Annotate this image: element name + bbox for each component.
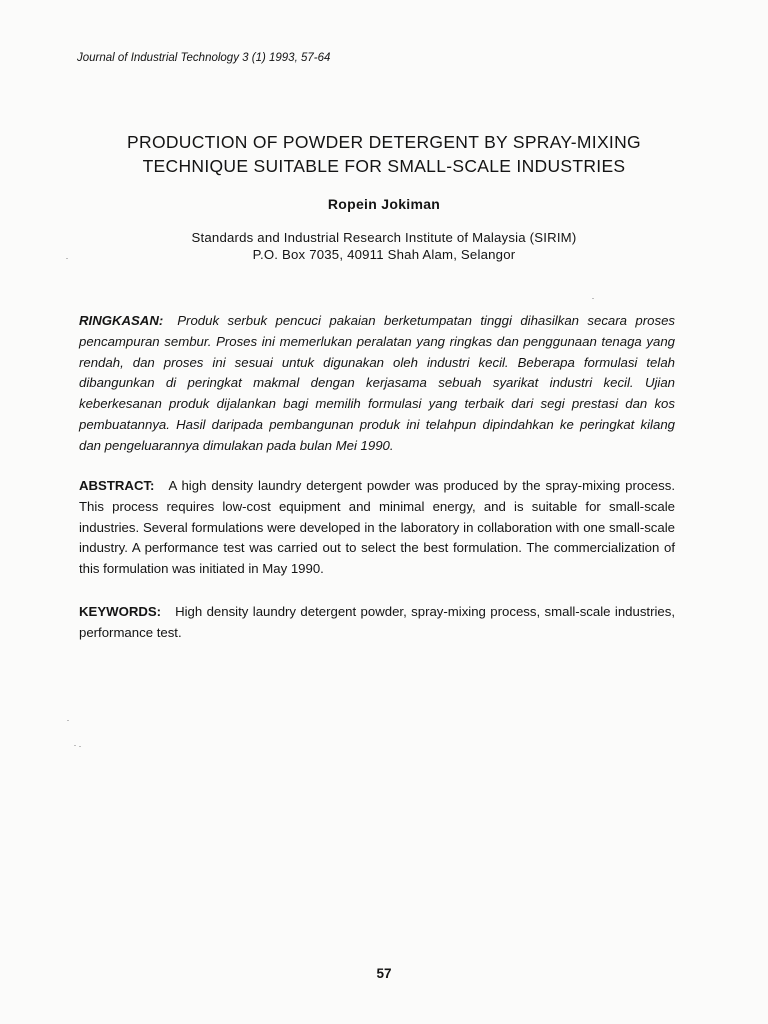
abstract-label: ABSTRACT: [79, 478, 155, 493]
journal-reference: Journal of Industrial Technology 3 (1) 1993, 57-64 [77, 52, 331, 64]
scan-speck [74, 745, 76, 746]
ringkasan-label: RINGKASAN: [79, 313, 164, 328]
author-name: Ropein Jokiman [327, 196, 441, 212]
paper-title [60, 130, 708, 178]
keywords-text: High density laundry detergent powder, spray-mixing process, small-scale industries, performance test. [79, 604, 675, 640]
abstract-text: A high density laundry detergent powder was produced by the spray-mixing process. This process requires low-cost equipment and minimal energy, and is suitable for small-scale industries. Several formulations were developed in the laboratory in collaboration with one small-scale industry. A performance test was carried out to select the best formulation. The commercialization of this formulation was initiated in May 1990. [79, 478, 675, 577]
affiliation-line-1: Standards and Industrial Research Institute of Malaysia (SIRIM) [191, 230, 577, 245]
keywords-section [79, 602, 675, 644]
paper-title-line-2: TECHNIQUE SUITABLE FOR SMALL-SCALE INDUSTRIES [142, 156, 626, 176]
ringkasan-section [79, 311, 675, 457]
scan-speck [79, 746, 81, 747]
scan-speck [66, 258, 68, 259]
keywords-label: KEYWORDS: [79, 604, 162, 619]
affiliation-line-2: P.O. Box 7035, 40911 Shah Alam, Selangor [252, 247, 516, 262]
abstract-section [79, 476, 675, 580]
scan-speck [67, 720, 69, 721]
author-affiliation [60, 229, 708, 263]
page-number: 57 [376, 966, 392, 981]
scan-speck [592, 298, 594, 299]
paper-title-line-1: PRODUCTION OF POWDER DETERGENT BY SPRAY-MIXING [127, 132, 641, 152]
ringkasan-text: Produk serbuk pencuci pakaian berketumpatan tinggi dihasilkan secara proses pencampuran sembur. Proses ini memerlukan peralatan yang ringkas dan penggunaan tenaga yang rendah, dan proses ini sesuai untuk digunakan oleh industri kecil. Beberapa formulasi telah dibangunkan di peringkat makmal dengan kerjasama sebuah syarikat industri kecil. Ujian keberkesanan produk dijalankan bagi memilih formulasi yang terbaik dari segi prestasi dan kos pembuatannya. Hasil daripada pembangunan produk ini telahpun dipindahkan ke peringkat kilang dan pengeluarannya dimulakan pada bulan Mei 1990. [79, 313, 675, 453]
